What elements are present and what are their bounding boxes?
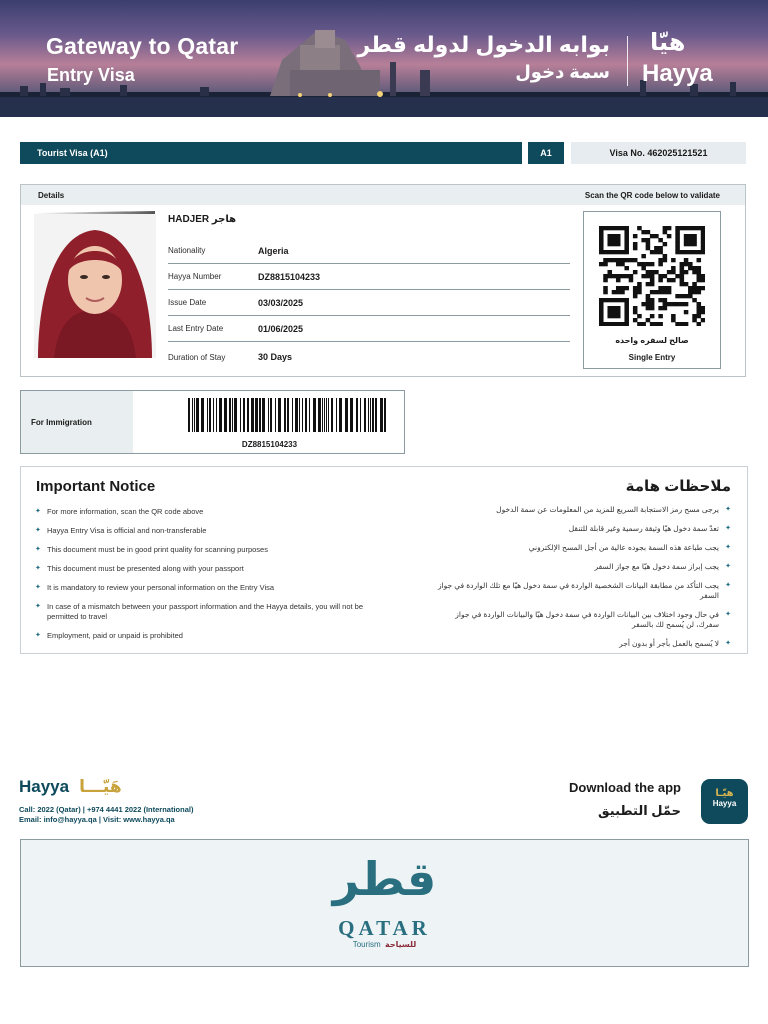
footer-email-link[interactable]: Email: info@hayya.qa | Visit: www.hayya.qa [19,815,175,824]
download-app-en: Download the app [569,780,681,795]
list-item: ✦ It is mandatory to review your personal information on the Entry Visa [35,583,395,593]
visa-code: A1 [528,142,564,164]
barcode-number: DZ8815104233 [241,440,298,449]
banner-divider [627,36,628,86]
details-fields [168,238,570,372]
qatar-tourism-subtitle [21,940,748,949]
banner-title-ar: بوابه الدخول لدوله قطر [357,32,610,57]
qr-code-icon[interactable] [599,226,705,326]
field-duration [168,342,570,372]
list-item: ✦ في حال وجود اختلاف بين البيانات الواردة في سمة دخول هيّا والبيانات الواردة في جواز سفرك، لن يُسمح لك بالسفر [431,610,731,630]
field-value: DZ8815104233 [258,271,321,282]
important-notice [20,466,748,654]
download-app-ar: حمّل التطبيق [598,803,681,818]
notice-title-en: Important Notice [36,478,156,495]
list-item: ✦ Hayya Entry Visa is official and non-transferable [35,526,395,536]
qatar-tourism-panel [20,839,749,967]
list-item: ✦ يرجى مسح رمز الاستجابة السريع للمزيد من المعلومات عن سمة الدخول [431,505,731,515]
list-item: ✦ يجب إبراز سمة دخول هيّا مع جواز السفر [431,562,731,572]
notice-list-en [35,507,395,650]
notice-title-ar: ملاحظات هامة [625,478,731,495]
portrait-image [34,214,156,358]
banner-title-en: Gateway to Qatar [46,33,239,59]
list-item: ✦ In case of a mismatch between your passport information and the Hayya details, you will not be permitted to travel [35,602,395,622]
list-item: ✦ This document must be in good print quality for scanning purposes [35,545,395,555]
immigration-panel [20,390,405,454]
details-header [21,185,745,205]
visa-number: Visa No. 462025121521 [571,142,746,164]
field-label: Issue Date [168,298,207,307]
visa-type: Tourist Visa (A1) [20,142,522,164]
immigration-label: For Immigration [21,391,133,453]
field-label: Nationality [168,246,206,255]
list-item: ✦ يجب طباعة هذه السمة بجوده عالية من أجل المسح الإلكتروني [431,543,731,553]
hayya-logo-ar: هيّا [650,29,686,56]
tourism-label-en: Tourism [352,940,381,949]
banner-subtitle-ar: سمة دخول [515,62,610,82]
app-icon-ar: هيّـا [715,788,734,799]
details-card [20,184,746,377]
field-value: Algeria [258,245,289,256]
field-value: 03/03/2025 [258,297,304,308]
holder-name: HADJER هاجر [168,214,237,225]
barcode-icon[interactable] [188,398,390,434]
qr-caption-ar: صالح لسفره واحده [615,336,689,345]
notice-list-ar [431,505,731,658]
field-hayya-number [168,264,570,290]
qatar-tourism-logo-ar: قطر [332,853,437,905]
header-banner [0,0,768,117]
footer-hayya-logo [19,777,122,797]
field-value: 01/06/2025 [258,323,304,334]
field-label: Last Entry Date [168,324,224,333]
qr-instruction: Scan the QR code below to validate [584,190,720,200]
qr-panel [583,211,721,369]
list-item: ✦ تعدّ سمة دخول هيّا وثيقة رسمية وغير قابلة للتنقل [431,524,731,534]
field-issue-date [168,290,570,316]
list-item: ✦ لا يُسمح بالعمل بأجر أو بدون أجر [431,639,731,649]
field-nationality [168,238,570,264]
qatar-tourism-logo-en: QATAR [338,916,431,940]
list-item: ✦ Employment, paid or unpaid is prohibited [35,631,395,641]
footer-logo-en: Hayya [19,777,70,796]
footer-call: Call: 2022 (Qatar) | +974 4441 2022 (International) [19,805,194,814]
list-item: ✦ يجب التأكد من مطابقة البيانات الشخصية الواردة في سمة دخول هيّا مع تلك الواردة في جواز السفر [431,581,731,601]
list-item: ✦ For more information, scan the QR code above [35,507,395,517]
field-value: 30 Days [258,352,293,362]
details-heading: Details [38,190,65,200]
field-label: Duration of Stay [168,352,226,362]
passport-photo [34,214,156,358]
hayya-app-icon[interactable] [701,779,748,824]
app-icon-en: Hayya [712,799,737,808]
field-label: Hayya Number [168,272,222,281]
hayya-logo-en: Hayya [642,60,713,87]
footer-logo-ar: هَيّـــا [79,777,122,796]
tourism-label-ar: للسياحة [384,940,417,949]
field-last-entry-date [168,316,570,342]
qr-caption-en: Single Entry [628,353,676,362]
list-item: ✦ This document must be presented along with your passport [35,564,395,574]
banner-subtitle-en: Entry Visa [47,65,135,85]
